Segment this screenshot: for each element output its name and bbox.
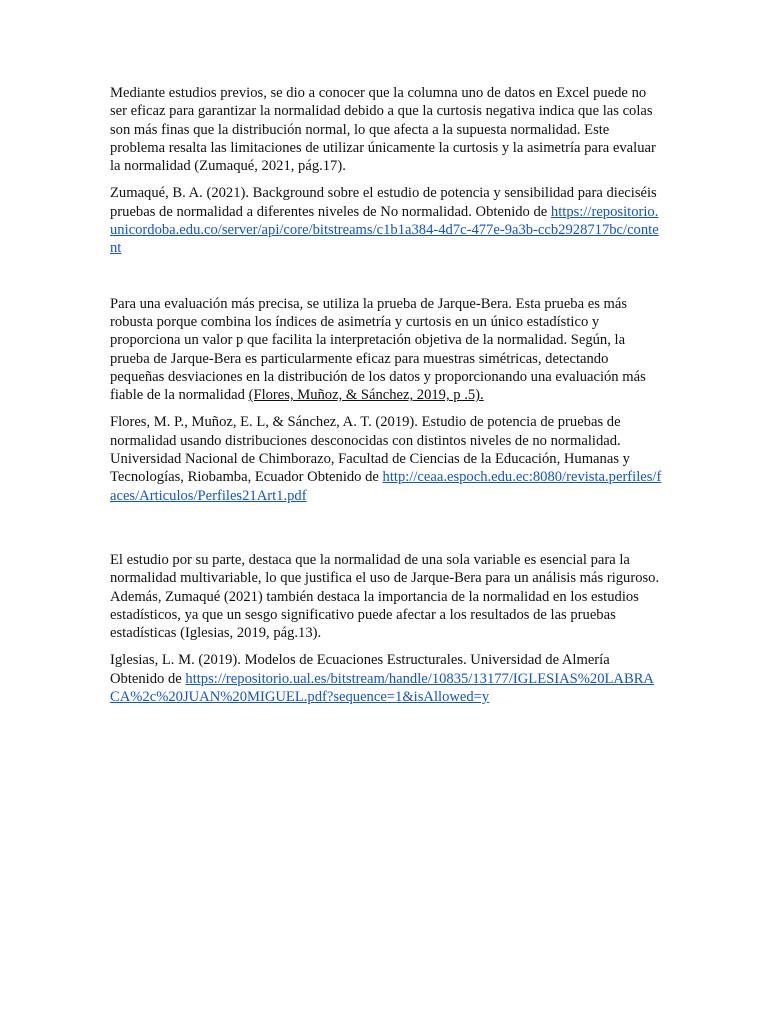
document-page xyxy=(110,84,662,715)
paragraph-text: El estudio por su parte, destaca que la normalidad de una sola variable es esencial para la normalidad multivariable, lo que justifica el uso de Jarque-Bera para un análisis más riguroso. Además, Zumaqué (2021) también destaca la importancia de la normalidad en los estudios estadísticos, ya que un sesgo significativo puede afectar a los resultados de las pruebas estadísticas (Iglesias, 2019, pág.13). xyxy=(110,551,660,642)
reference-link-iglesias[interactable]: https://repositorio.ual.es/bitstream/handle/10835/13177/IGLESIAS%20LABRACA%2c%20JUAN%20MIGUEL.pdf?sequence=1&isAllowed=y xyxy=(110,670,654,706)
reference-text: Zumaqué, B. A. (2021). Background sobre el estudio de potencia y sensibilidad para dieciséis pruebas de normalidad a diferentes niveles de No normalidad. Obtenido de xyxy=(110,185,657,220)
paragraph-citation: (Flores, Muñoz, & Sánchez, 2019, p .5). xyxy=(248,387,484,404)
reference-text: Iglesias, L. M. (2019). Modelos de Ecuaciones Estructurales. Universidad de Almería Obtenido de xyxy=(110,652,610,687)
paragraph-jarque-bera xyxy=(110,295,662,405)
paragraph-text: Mediante estudios previos, se dio a conocer que la columna uno de datos en Excel puede no ser eficaz para garantizar la normalidad debido a que la curtosis negativa indica que las colas son más finas que la distribución normal, lo que afecta a la supuesta normalidad. Este problema resalta las limitaciones de utilizar únicamente la curtosis y la asimetría para evaluar la normalidad (Zumaqué, 2021, pág.17). xyxy=(110,85,656,175)
reference-link-zumaque[interactable]: https://repositorio.unicordoba.edu.co/server/api/core/bitstreams/c1b1a384-4d7c-477e-9a3b-ccb2928717bc/content xyxy=(110,203,659,257)
spacer xyxy=(110,267,662,295)
reference-link-flores[interactable]: http://ceaa.espoch.edu.ec:8080/revista.perfiles/faces/Articulos/Perfiles21Art1.pdf xyxy=(110,469,662,504)
spacer xyxy=(110,514,662,551)
reference-zumaque xyxy=(110,184,662,257)
paragraph-zumaque xyxy=(110,84,662,175)
paragraph-multivariable xyxy=(110,551,662,642)
paragraph-text: Para una evaluación más precisa, se utiliza la prueba de Jarque-Bera. Esta prueba es más robusta porque combina los índices de asimetría y curtosis en un único estadístico y proporciona un valor p que facilita la interpretación objetiva de la normalidad. Según, la prueba de Jarque-Bera es particularmente eficaz para muestras simétricas, detectando pequeñas desviaciones en la distribución de los datos y proporcionando una evaluación más fiable de la normalidad xyxy=(110,295,646,404)
reference-iglesias xyxy=(110,651,662,706)
reference-text: Flores, M. P., Muñoz, E. L, & Sánchez, A. T. (2019). Estudio de potencia de pruebas de normalidad usando distribuciones desconocidas con distintos niveles de no normalidad. Universidad Nacional de Chimborazo, Facultad de Ciencias de la Educación, Humanas y Tecnologías, Riobamba, Ecuador Obtenido de xyxy=(110,414,630,486)
reference-flores xyxy=(110,413,662,504)
